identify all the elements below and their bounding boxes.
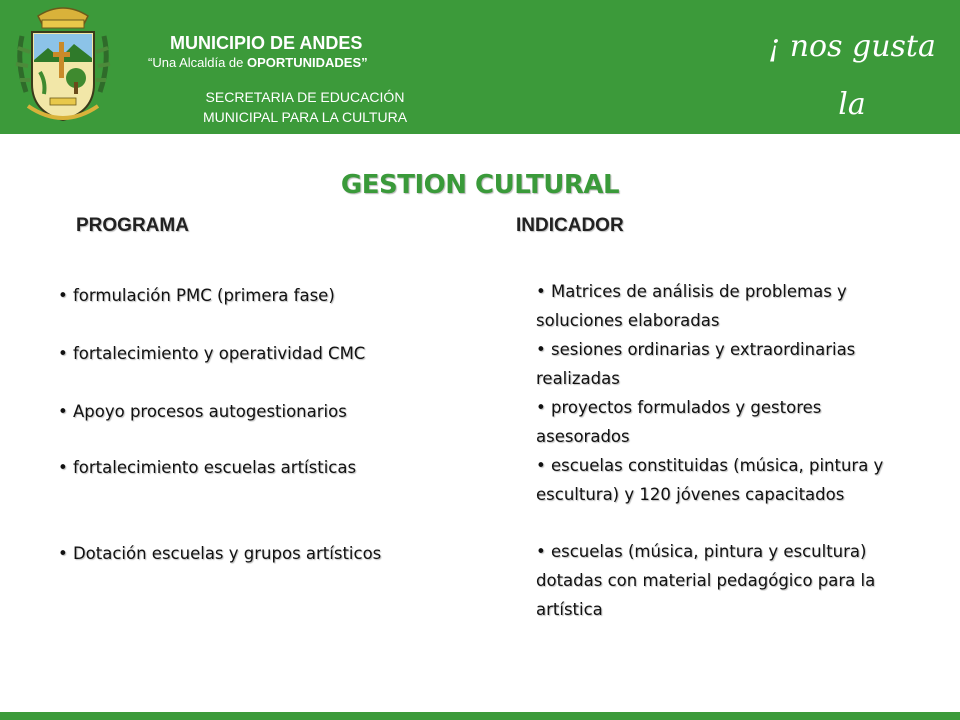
indicador-item: • escuelas constituidas (música, pintura y escultura) y 120 jóvenes capacitados xyxy=(536,456,884,504)
slogan-line-1: ¡ nos gusta la xyxy=(768,29,936,122)
indicador-item: • Matrices de análisis de problemas y soluciones elaboradas xyxy=(536,282,847,330)
slogan xyxy=(762,18,942,192)
programa-heading: PROGRAMA xyxy=(76,215,189,236)
secretaria-name xyxy=(150,87,460,127)
secretaria-line-2: MUNICIPAL PARA LA CULTURA xyxy=(202,109,408,125)
programa-item: • fortalecimiento escuelas artísticas xyxy=(58,458,357,477)
footer-bar xyxy=(0,712,960,720)
programa-item: • Apoyo procesos autogestionarios xyxy=(58,402,347,421)
indicador-heading: INDICADOR xyxy=(516,215,624,236)
secretaria-line-1: SECRETARIA DE EDUCACIÓN xyxy=(205,89,405,105)
indicador-item: • escuelas (música, pintura y escultura) dotadas con material pedagógico para la artística xyxy=(536,542,876,619)
tagline-bold: OPORTUNIDADES” xyxy=(247,55,368,70)
municipality-tagline xyxy=(148,55,368,70)
programa-item: • fortalecimiento y operatividad CMC xyxy=(58,344,366,363)
municipal-coat-of-arms-icon xyxy=(8,2,118,130)
indicador-item: • proyectos formulados y gestores asesorados xyxy=(536,398,822,446)
page-title: GESTION CULTURAL xyxy=(340,170,620,200)
programa-item: • formulación PMC (primera fase) xyxy=(58,286,335,305)
municipality-name: MUNICIPIO DE ANDES xyxy=(170,33,363,53)
tagline-prefix: “Una Alcaldía de xyxy=(148,55,248,70)
header-banner xyxy=(0,0,960,180)
indicador-item: • sesiones ordinarias y extraordinarias realizadas xyxy=(536,340,856,388)
slogan-line-2: gente ! xyxy=(798,145,906,180)
programa-item: • Dotación escuelas y grupos artísticos xyxy=(58,544,382,563)
